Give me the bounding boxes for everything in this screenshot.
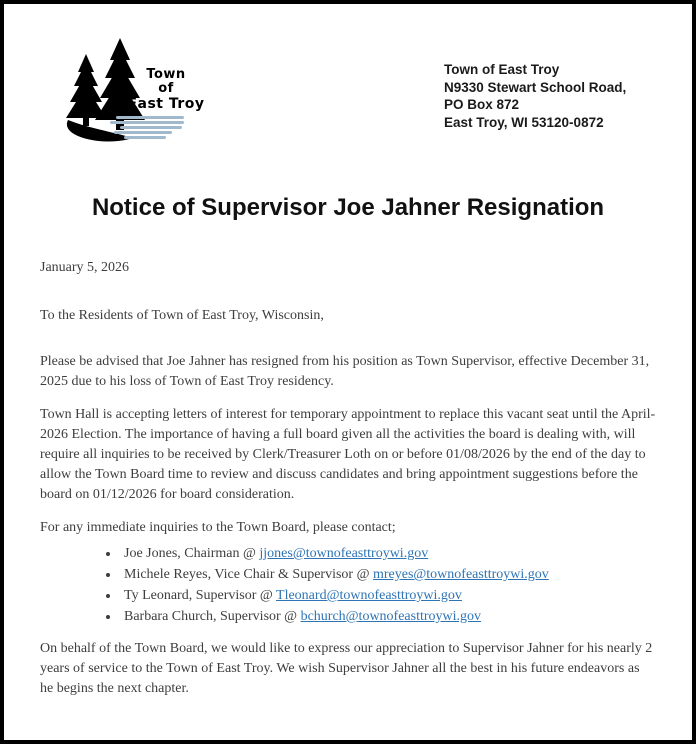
contact-item (120, 585, 656, 606)
contact-list (40, 543, 656, 627)
logo-text-line3: East Troy (127, 96, 205, 112)
paragraph-appointment: Town Hall is accepting letters of interest for temporary appointment to replace this vacant seat until the April-2026 Election. The importance of having a full board given all the activities the board is dealing with, will require all inquiries to be received by Clerk/Treasurer Loth on or before 01/08/2026 by the end of the day to allow the Town Board time to review and discuss candidates and bring appointment suggestions before the board on 01/12/2026 for board consideration. (40, 407, 656, 502)
paragraph-resignation: Please be advised that Joe Jahner has resigned from his position as Town Supervisor, effective December 31, 2025 due to his loss of Town of East Troy residency. (40, 354, 650, 389)
address-block (444, 34, 656, 148)
contact-email-link[interactable]: mreyes@townofeasttroywi.gov (372, 567, 549, 582)
town-logo (58, 34, 228, 146)
contact-name-role: Joe Jones, Chairman @ (124, 546, 260, 561)
address-line-street: N9330 Stewart School Road, (444, 79, 627, 95)
contact-item (120, 543, 656, 564)
contact-email-link[interactable]: bchurch@townofeasttroywi.gov (300, 609, 482, 624)
contact-email-link[interactable]: Tleonard@townofeasttroywi.gov (276, 588, 462, 603)
address-line-city: East Troy, WI 53120-0872 (444, 114, 604, 130)
contact-item (120, 606, 656, 627)
contact-name-role: Michele Reyes, Vice Chair & Supervisor @ (124, 567, 373, 582)
letter-body (4, 258, 692, 699)
logo-text-line1: Town (146, 67, 186, 82)
page-title: Notice of Supervisor Joe Jahner Resignation (91, 194, 605, 221)
letter-date: January 5, 2026 (40, 260, 130, 275)
address-line-pobox: PO Box 872 (444, 97, 520, 112)
letterhead (4, 4, 692, 148)
logo-text (116, 68, 216, 111)
contact-intro: For any immediate inquiries to the Town Board, please contact; (40, 520, 396, 535)
logo-text-line2: of (158, 81, 174, 96)
water-ripples-icon (110, 116, 190, 142)
closing-paragraph: On behalf of the Town Board, we would like to express our appreciation to Supervisor Jahner for his nearly 2 years of service to the Town of East Troy. We wish Supervisor Jahner all the best in his future endeavors as he begins the next chapter. (40, 641, 653, 696)
address-line-org: Town of East Troy (444, 62, 560, 77)
contact-name-role: Ty Leonard, Supervisor @ (124, 588, 277, 603)
contact-name-role: Barbara Church, Supervisor @ (124, 609, 301, 624)
salutation: To the Residents of Town of East Troy, Wisconsin, (40, 308, 324, 323)
contact-item (120, 564, 656, 585)
contact-email-link[interactable]: jjones@townofeasttroywi.gov (259, 546, 429, 561)
